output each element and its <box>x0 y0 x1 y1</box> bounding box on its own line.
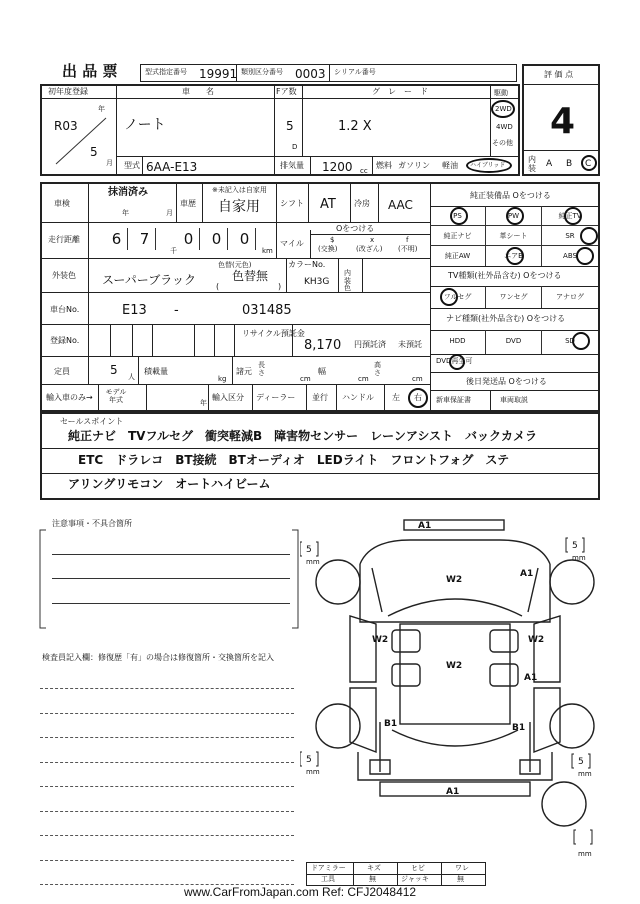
left-rear-door-shape <box>350 688 376 752</box>
selling-points-box <box>40 412 600 500</box>
altered-label: (改ざん) <box>356 245 383 253</box>
width-label: 幅 <box>318 367 326 376</box>
car-name: ノート <box>124 117 166 133</box>
recycle-deposited: 円預託済 <box>354 340 386 349</box>
import-parallel: 並行 <box>312 393 328 402</box>
equipment-circle <box>580 227 598 245</box>
navi-title: ナビ種類(社外品含む) Oをつける <box>446 314 566 323</box>
handle-left: 左 <box>392 393 400 402</box>
height-cm-unit: cm <box>412 375 423 383</box>
recycle-not: 未預託 <box>398 340 422 349</box>
legend-scratch: キズ <box>367 864 381 872</box>
label-front-bumper: A1 <box>418 521 432 531</box>
height-label: 高さ <box>374 361 381 377</box>
basic-info-box <box>40 84 520 176</box>
fuel-hybrid: ハイブリッド <box>470 162 506 169</box>
interior-label: 内装 <box>528 155 536 173</box>
chassis-label: 車台No. <box>50 305 80 314</box>
recycle-amount: 8,170 <box>304 338 342 353</box>
right-mirror <box>490 630 518 652</box>
equipment-circle <box>576 247 594 265</box>
tire-depth-fr: 5 <box>572 541 578 551</box>
tv-circle <box>440 288 458 306</box>
drive-label: 駆動 <box>494 89 508 97</box>
doors-label: Fア数 <box>276 87 297 96</box>
label-roof: W2 <box>446 661 463 671</box>
capacity-unit: 人 <box>128 373 135 381</box>
handle-right: 右 <box>414 393 422 402</box>
mileage-digit: 0 <box>178 228 200 250</box>
navi-circle <box>572 332 590 350</box>
roof-shape <box>400 624 510 724</box>
serial-box <box>329 64 517 82</box>
caution-label: 注意事項・不具合箇所 <box>52 519 132 528</box>
tv-item: アナログ <box>556 293 584 301</box>
mileage-digits <box>106 228 286 254</box>
tv-grid <box>430 286 598 308</box>
drive-2wd-circle <box>491 100 515 118</box>
caution-line-1 <box>52 554 290 555</box>
svg-text:mm: mm <box>306 768 320 776</box>
car-damage-diagram <box>300 512 610 892</box>
left-front-door-shape <box>350 616 376 682</box>
tire-depth-rr: 5 <box>578 757 584 767</box>
watermark: www.CarFromJapan.com Ref: CFJ2048412 <box>184 885 417 899</box>
inspector-label: 検査員記入欄：修復歴「有」の場合は修復箇所・交換箇所を記入 <box>42 653 274 662</box>
ext-color-value: スーパーブラック <box>102 273 196 287</box>
later-title: 後日発送品 Oをつける <box>466 377 547 386</box>
rear-window-shape <box>392 730 518 746</box>
inspector-line <box>40 786 294 787</box>
unknown-label: (不明) <box>398 245 418 253</box>
left-mirror <box>392 630 420 652</box>
chassis-no: 031485 <box>242 303 292 318</box>
front-left-wheel <box>316 560 360 604</box>
model-cert-label: 型式指定番号 <box>145 68 187 76</box>
inspection-label: 車検 <box>54 199 70 208</box>
equipment-item: PW <box>486 206 542 226</box>
width-cm-unit: cm <box>358 375 369 383</box>
grade-value: 1.2 X <box>338 119 372 134</box>
legend-crack: ヒビ <box>411 864 425 872</box>
caution-line-2 <box>52 578 290 579</box>
selling-point-line-3: アリングリモコン オートハイビーム <box>68 477 271 491</box>
length-label: 長さ <box>258 361 265 377</box>
detail-box <box>40 182 600 412</box>
label-right-rear-quarter: B1 <box>512 723 526 733</box>
score-value: 4 <box>550 101 576 142</box>
navi-item: HDD <box>430 330 486 354</box>
reg-year: R03 <box>54 119 78 133</box>
label-right-front-door: W2 <box>528 635 545 645</box>
legend-break: ワレ <box>455 864 469 872</box>
car-name-label: 車 名 <box>182 87 214 96</box>
history-label: 車歴 <box>180 199 196 208</box>
drive-4wd: 4WD <box>496 123 513 131</box>
history-value: 自家用 <box>218 199 260 215</box>
legend-mirror: ドアミラー <box>311 864 346 872</box>
spare-tire <box>542 782 586 826</box>
category-label: 類別区分番号 <box>241 68 283 76</box>
svg-text:mm: mm <box>578 770 592 778</box>
category-box <box>236 64 330 82</box>
model-cert-box <box>140 64 237 82</box>
mileage-digit: 0 <box>206 228 228 250</box>
altered-sym: x <box>370 236 375 244</box>
equipment-item: 純正TV <box>542 206 598 226</box>
fuel-label: 燃料 <box>376 161 392 170</box>
equipment-item: 革シート <box>486 226 542 246</box>
serial-label: シリアル番号 <box>334 68 376 76</box>
svg-text:mm: mm <box>306 558 320 566</box>
mileage-digit: 6 <box>106 228 128 250</box>
color-orig-label: 色替(元色) <box>218 261 252 269</box>
rear-left-wheel <box>316 704 360 748</box>
selling-point-line-2: ETC ドラレコ BT接続 BTオーディオ LEDライト フロントフォグ ステ <box>78 453 510 467</box>
navi-grid <box>430 330 598 354</box>
inspector-line <box>40 860 294 861</box>
mileage-km-unit: km <box>262 247 273 255</box>
caution-line-3 <box>52 603 290 604</box>
inspection-value: 抹消済み <box>108 187 148 198</box>
equipment-item: 純正ナビ <box>430 226 486 246</box>
equipment-item: エアB <box>486 246 542 266</box>
legend-tools: 工具 <box>321 875 335 883</box>
handle-right-circle <box>408 388 428 408</box>
chassis-prefix: E13 <box>122 303 147 318</box>
later-warranty: 新車保証書 <box>436 396 471 404</box>
windshield-shape <box>388 599 522 616</box>
doors-value: 5 <box>286 119 294 133</box>
mileage-digit: 0 <box>234 228 256 250</box>
sheet-title: 出 品 票 <box>62 62 118 80</box>
later-manual: 車両取説 <box>500 396 528 404</box>
drive-other: その他 <box>492 139 513 147</box>
reg-month-unit: 月 <box>106 159 113 167</box>
tv-item: ワンセグ <box>486 286 542 308</box>
inspection-month-unit: 月 <box>166 209 173 217</box>
interior-a: A <box>546 159 553 169</box>
grade-label: グ レ ー ド <box>372 87 428 96</box>
dim-label: 諸元 <box>236 367 252 376</box>
model-value: 6AA-E13 <box>146 160 198 174</box>
svg-text:mm: mm <box>572 554 586 562</box>
navi-item: SD <box>565 337 575 345</box>
ac-value: AAC <box>388 198 413 212</box>
chassis-dash: - <box>174 303 179 318</box>
inspector-line <box>40 688 294 689</box>
mileage-circle-note: Oをつける <box>336 224 375 233</box>
right-front-door-shape <box>534 616 560 682</box>
reg-no-label: 登録No. <box>50 336 80 345</box>
equipment-circle <box>506 207 524 225</box>
tire-depth-fl: 5 <box>306 545 312 555</box>
reg-month: 5 <box>90 145 98 159</box>
reg-slash <box>48 114 110 168</box>
equipment-item: SR <box>542 226 598 246</box>
mileage-thousand-unit: 千 <box>170 247 177 255</box>
unknown-sym: f <box>406 236 409 244</box>
label-rear-bumper: A1 <box>446 787 460 797</box>
label-left-front-door: W2 <box>372 635 389 645</box>
color-paren-open: ( <box>216 282 220 291</box>
tv-item: フルセグ <box>430 286 486 308</box>
equipment-circle <box>450 207 468 225</box>
dvd-play-circle <box>449 354 465 370</box>
doors-unit: D <box>292 143 298 151</box>
interior-c: C <box>585 159 592 169</box>
rear-body-shape <box>358 752 552 780</box>
replace-sym: $ <box>330 236 335 244</box>
cc-value: 1200 <box>322 160 353 174</box>
reg-year-unit: 年 <box>98 105 105 113</box>
interior-b: B <box>566 159 573 169</box>
navi-item: DVD <box>486 330 542 354</box>
inspector-line <box>40 737 294 738</box>
label-hood: W2 <box>446 575 463 585</box>
caution-bracket <box>38 528 300 632</box>
legend-tools-value: 無 <box>369 875 376 883</box>
ac-label: 冷房 <box>354 199 370 208</box>
legend-table <box>306 862 486 886</box>
interior-c-circle <box>581 155 597 171</box>
legend-jack-value: 無 <box>457 875 464 883</box>
color-paren-close: ) <box>278 282 282 291</box>
drive-2wd: 2WD <box>495 105 512 113</box>
model-year-label: モデル年式 <box>105 388 127 405</box>
mile-label: マイル <box>280 239 304 248</box>
dvd-label: DVD再生可 <box>436 357 473 365</box>
equipment-item: 純正AW <box>430 246 486 266</box>
inspector-line <box>40 811 294 812</box>
cc-unit: cc <box>360 167 368 175</box>
score-label: 評 価 点 <box>544 70 574 79</box>
replace-label: (交換) <box>318 245 338 253</box>
import-type-label: 輸入区分 <box>212 393 244 402</box>
selling-point-line-1: 純正ナビ TVフルセグ 衝突軽減B 障害物センサー レーンアシスト バックカメラ <box>68 429 538 443</box>
import-dealer: ディーラー <box>256 393 296 402</box>
import-year-unit: 年 <box>200 399 207 407</box>
import-label: 輸入車のみ→ <box>46 393 93 402</box>
color-no-label: カラーNo. <box>288 260 326 269</box>
model-label: 型式 <box>124 161 140 170</box>
spare-mm-unit: mm <box>578 850 592 858</box>
label-left-rear-quarter: B1 <box>384 719 398 729</box>
equipment-circle <box>506 247 524 265</box>
label-right-front-fender: A1 <box>520 569 534 579</box>
equipment-circle <box>564 207 582 225</box>
inspector-lines <box>40 660 296 890</box>
category-no: 0003 <box>295 67 326 81</box>
right-rear-door-shape <box>534 688 560 752</box>
handle-label: ハンドル <box>342 393 374 402</box>
legend-jack: ジャッキ <box>401 875 429 883</box>
ext-color-label: 外装色 <box>52 271 76 280</box>
mileage-label: 走行距離 <box>48 235 80 244</box>
mileage-digit: 7 <box>134 228 156 250</box>
score-box <box>522 64 600 176</box>
rear-right-wheel <box>550 704 594 748</box>
tv-title: TV種類(社外品含む) Oをつける <box>448 271 562 280</box>
capacity-value: 5 <box>110 363 118 377</box>
equipment-item: ABS <box>563 252 577 260</box>
equipment-item: PS <box>430 206 486 226</box>
fuel-hybrid-circle <box>466 158 512 173</box>
shift-value: AT <box>320 197 336 212</box>
tire-depth-rl: 5 <box>306 755 312 765</box>
inspector-line <box>40 713 294 714</box>
interior-color-label: 内装色 <box>344 269 351 293</box>
recycle-label: リサイクル預託金 <box>242 329 305 338</box>
fuel-diesel: 軽油 <box>442 161 458 170</box>
equipment-title: 純正装備品 Oをつける <box>470 191 551 200</box>
selling-points-label: セールスポイント <box>60 417 124 426</box>
history-note: ※未記入は自家用 <box>212 186 267 194</box>
hood-front-edge <box>360 540 550 564</box>
load-kg-unit: kg <box>218 375 227 383</box>
label-right-rear-door: A1 <box>524 673 538 683</box>
length-cm-unit: cm <box>300 375 311 383</box>
equipment-grid <box>430 206 598 266</box>
shift-label: シフト <box>280 199 304 208</box>
color-change-value: 色替無 <box>232 269 269 283</box>
inspector-line <box>40 762 294 763</box>
front-right-wheel <box>550 560 594 604</box>
color-no-value: KH3G <box>304 277 330 287</box>
model-cert-no: 19991 <box>199 67 238 81</box>
cc-label: 排気量 <box>280 161 304 170</box>
inspector-line <box>40 835 294 836</box>
first-reg-label: 初年度登録 <box>48 87 88 96</box>
capacity-label: 定員 <box>54 367 70 376</box>
inspection-year-unit: 年 <box>122 209 129 217</box>
fuel-gas: ガソリン <box>398 161 430 170</box>
load-label: 積載量 <box>144 367 168 376</box>
